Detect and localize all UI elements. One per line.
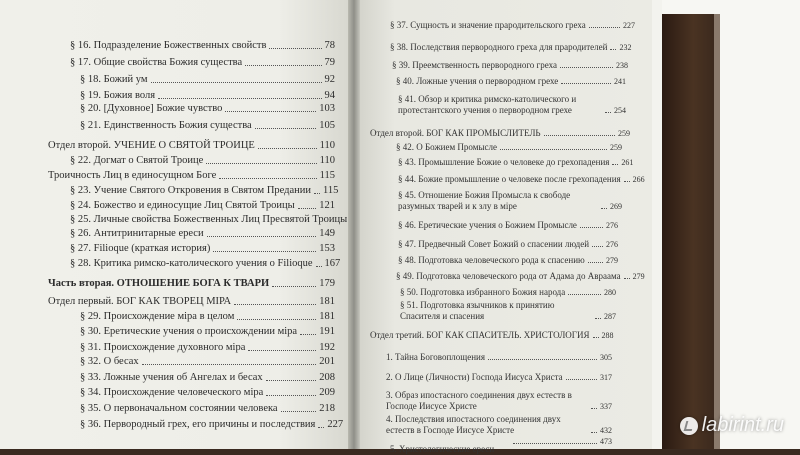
- toc-entry-title: § 41. Обзор и критика римско-католического и протестантского учения о первородном грехе: [398, 94, 577, 115]
- book-cover-area: [662, 0, 800, 449]
- toc-dot-leader: [318, 427, 324, 428]
- toc-dot-leader: [580, 227, 603, 228]
- toc-entry-title: Отдел третий. БОГ КАК СПАСИТЕЛЬ. ХРИСТОЛОГИЯ: [370, 330, 590, 340]
- toc-entry-title: § 46. Еретические учения о Божием Промысле: [398, 220, 577, 230]
- toc-entry-page: 276: [606, 240, 618, 249]
- toc-entry: [396, 142, 622, 153]
- toc-entry: [48, 278, 335, 290]
- toc-entry: [70, 185, 339, 197]
- toc-entry-page: 115: [323, 185, 339, 196]
- toc-entry-title: § 26. Антитринитарные ереси: [70, 228, 204, 239]
- toc-entry-page: 241: [614, 77, 626, 86]
- toc-dot-leader: [601, 208, 607, 209]
- page-edge: [652, 0, 662, 449]
- toc-entry-title: § 45. Отношение Божия Промысла к свободе разумных тварей и к злу в мiре: [398, 190, 571, 211]
- toc-entry-title: § 42. О Божием Промысле: [396, 142, 497, 152]
- toc-entry-title: § 35. О первоначальном состоянии человека: [80, 403, 278, 414]
- toc-entry-page: 209: [319, 387, 335, 398]
- toc-entry: [396, 271, 645, 282]
- toc-dot-leader: [206, 163, 316, 164]
- toc-entry: [80, 342, 335, 354]
- toc-entry: [398, 255, 618, 266]
- toc-dot-leader: [207, 236, 317, 237]
- toc-entry-title: § 16. Подразделение Божественных свойств: [70, 40, 267, 51]
- toc-entry-title: 1. Тайна Боговоплощения: [386, 352, 485, 362]
- book-gutter: [348, 0, 360, 449]
- toc-entry-title: § 48. Подготовка человеческого рода к спасению: [398, 255, 585, 265]
- toc-entry-title: § 29. Происхождение мiра в целом: [80, 311, 235, 322]
- toc-entry: [398, 220, 618, 231]
- toc-entry-title: § 36. Первородный грех, его причины и последствия: [80, 419, 316, 430]
- toc-entry-page: 181: [319, 296, 335, 307]
- toc-entry: [390, 42, 630, 53]
- book-cover-board: [662, 14, 714, 449]
- toc-entry: [80, 311, 335, 323]
- toc-entry: [390, 444, 610, 455]
- watermark-text: labirint.ru: [701, 414, 784, 436]
- toc-entry-title: § 49. Подготовка человеческого рода от Адама до Авраама: [396, 271, 621, 281]
- toc-entry: [80, 403, 335, 415]
- toc-entry-page: 280: [604, 288, 616, 297]
- toc-entry-page: 254: [614, 106, 626, 115]
- toc-entry: [370, 330, 612, 341]
- toc-dot-leader: [213, 251, 316, 252]
- toc-entry: [70, 228, 335, 240]
- toc-entry-title: 5. Христологические ереси: [390, 444, 495, 454]
- toc-entry-title: § 19. Божия воля: [80, 90, 156, 101]
- toc-entry-page: 288: [601, 331, 614, 340]
- toc-dot-leader: [560, 67, 613, 68]
- toc-entry: [80, 387, 335, 399]
- toc-entry-title: Троичность Лиц в единосущном Боге: [48, 170, 217, 181]
- toc-entry-page: 105: [319, 120, 335, 131]
- toc-dot-leader: [592, 246, 603, 247]
- toc-entry-title: Отдел первый. БОГ КАК ТВОРЕЦ МIРА: [48, 296, 232, 307]
- toc-dot-leader: [588, 262, 603, 263]
- toc-dot-leader: [248, 350, 316, 351]
- toc-entry-page: 115: [319, 170, 335, 181]
- toc-entry-title: Отдел второй. БОГ КАК ПРОМЫСЛИТЕЛЬ: [370, 128, 541, 138]
- toc-entry-title: § 51. Подготовка язычников к принятию Спасителя и спасения: [400, 300, 555, 321]
- toc-entry-title: 2. О Лице (Личности) Господа Иисуса Христа: [386, 372, 563, 382]
- toc-entry-page: 276: [606, 221, 618, 230]
- toc-entry: [386, 414, 612, 436]
- toc-entry: [390, 20, 635, 31]
- toc-entry-page: 149: [319, 228, 335, 239]
- watermark: [680, 414, 784, 437]
- toc-entry: [80, 372, 335, 384]
- toc-entry-title: § 20. [Духовное] Божие чувство: [80, 103, 223, 114]
- toc-entry: [48, 170, 335, 182]
- toc-entry-page: 317: [600, 373, 612, 382]
- toc-entry-page: 279: [632, 272, 645, 281]
- toc-entry: [80, 120, 335, 132]
- toc-entry-page: 269: [610, 202, 622, 211]
- toc-entry-page: 218: [319, 403, 335, 414]
- toc-dot-leader: [255, 128, 317, 129]
- left-page: [0, 0, 348, 449]
- toc-entry-title: § 18. Божий ум: [80, 74, 148, 85]
- toc-entry-page: 305: [600, 353, 612, 362]
- toc-dot-leader: [610, 49, 616, 50]
- toc-entry-page: 238: [616, 61, 628, 70]
- toc-entry-page: 192: [319, 342, 335, 353]
- toc-dot-leader: [624, 181, 630, 182]
- toc-dot-leader: [151, 82, 322, 83]
- toc-dot-leader: [595, 318, 601, 319]
- toc-dot-leader: [568, 294, 601, 295]
- toc-dot-leader: [300, 334, 316, 335]
- toc-entry-title: § 32. О бесах: [80, 356, 139, 367]
- toc-entry: [386, 352, 612, 363]
- toc-entry: [386, 390, 612, 412]
- toc-entry: [398, 94, 626, 116]
- toc-entry-title: 4. Последствия ипостасного соединения двух естеств в Господе Иисусе Христе: [386, 414, 561, 435]
- toc-dot-leader: [245, 65, 321, 66]
- toc-entry-page: 181: [319, 311, 335, 322]
- toc-entry-title: § 17. Общие свойства Божия существа: [70, 57, 243, 68]
- toc-entry: [396, 76, 626, 87]
- toc-entry-title: § 31. Происхождение духовного мiра: [80, 342, 246, 353]
- toc-entry-page: 103: [319, 103, 335, 114]
- toc-entry: [398, 239, 618, 250]
- toc-entry-page: 79: [324, 57, 335, 68]
- toc-dot-leader: [281, 411, 317, 412]
- toc-entry-title: § 44. Божие промышление о человеке после грехопадения: [398, 174, 621, 184]
- toc-entry-title: § 50. Подготовка избранного Божия народа: [400, 287, 566, 297]
- toc-entry-page: 78: [324, 40, 335, 51]
- toc-entry: [370, 128, 630, 139]
- toc-entry-title: § 47. Предвечный Совет Божий о спасении людей: [398, 239, 590, 249]
- toc-dot-leader: [314, 193, 320, 194]
- toc-entry-page: 208: [319, 372, 335, 383]
- toc-entry: [48, 296, 335, 308]
- toc-entry-page: 259: [610, 143, 622, 152]
- toc-dot-leader: [316, 266, 322, 267]
- toc-entry: [80, 103, 335, 115]
- toc-entry-page: 227: [327, 419, 344, 430]
- toc-entry-page: 110: [319, 140, 335, 151]
- toc-entry-title: § 33. Ложные учения об Ангелах и бесах: [80, 372, 263, 383]
- toc-entry-title: Отдел второй. УЧЕНИЕ О СВЯТОЙ ТРОИЦЕ: [48, 140, 255, 151]
- toc-entry-page: 110: [319, 155, 335, 166]
- toc-entry: [70, 40, 335, 52]
- toc-dot-leader: [561, 83, 611, 84]
- toc-entry-page: 167: [324, 258, 341, 269]
- toc-dot-leader: [266, 395, 316, 396]
- left-toc: [0, 0, 348, 449]
- toc-dot-leader: [269, 48, 321, 49]
- toc-entry: [70, 243, 335, 255]
- toc-entry: [386, 372, 612, 383]
- toc-dot-leader: [258, 148, 317, 149]
- toc-dot-leader: [500, 149, 607, 150]
- toc-dot-leader: [612, 164, 618, 165]
- toc-entry-title: § 24. Божество и единосущие Лиц Святой Троицы: [70, 200, 295, 211]
- toc-entry-page: 287: [604, 312, 616, 321]
- toc-entry: [80, 74, 335, 86]
- toc-entry-page: 153: [319, 243, 335, 254]
- toc-entry-page: 261: [621, 158, 634, 167]
- toc-dot-leader: [142, 364, 317, 365]
- toc-entry: [80, 90, 335, 102]
- toc-entry-title: Часть вторая. ОТНОШЕНИЕ БОГА К ТВАРИ: [48, 278, 270, 289]
- toc-entry-page: 121: [319, 200, 335, 211]
- labirint-logo-icon: [680, 417, 698, 435]
- toc-dot-leader: [593, 337, 599, 338]
- toc-entry-page: 432: [600, 426, 612, 435]
- toc-dot-leader: [544, 135, 615, 136]
- toc-entry: [80, 356, 335, 368]
- toc-entry: [80, 326, 335, 338]
- toc-entry: [398, 190, 622, 212]
- toc-entry-page: 191: [319, 326, 335, 337]
- toc-entry-page: 201: [319, 356, 335, 367]
- right-toc: [360, 0, 652, 454]
- toc-entry-title: § 43. Промышление Божие о человеке до грехопадения: [398, 157, 610, 167]
- toc-entry-title: 3. Образ ипостасного соединения двух естеств в Господе Иисусе Христе: [386, 390, 572, 411]
- toc-entry: [70, 200, 335, 212]
- toc-entry-title: § 27. Filioque (краткая история): [70, 243, 211, 254]
- toc-entry-title: § 38. Последствия первородного греха для прародителей: [390, 42, 608, 52]
- toc-entry-page: 92: [324, 74, 335, 85]
- toc-entry-title: § 37. Сущность и значение прародительского греха: [390, 20, 586, 30]
- toc-dot-leader: [272, 286, 316, 287]
- toc-entry-page: 266: [632, 175, 645, 184]
- toc-entry-page: 227: [623, 21, 635, 30]
- toc-entry-title: § 28. Критика римско-католического учения о Filioque: [70, 258, 313, 269]
- toc-entry-page: 232: [619, 43, 632, 52]
- toc-entry: [48, 140, 335, 152]
- toc-entry-title: § 30. Еретические учения о происхождении мiра: [80, 326, 298, 337]
- toc-dot-leader: [605, 112, 611, 113]
- toc-dot-leader: [591, 408, 597, 409]
- book-cover-rim: [714, 14, 720, 449]
- toc-entry-page: 94: [324, 90, 335, 101]
- toc-entry-title: § 21. Единственность Божия существа: [80, 120, 252, 131]
- toc-entry-page: 259: [618, 129, 630, 138]
- toc-entry-page: 473: [600, 437, 612, 446]
- toc-entry: [400, 300, 616, 322]
- toc-entry: [70, 214, 348, 226]
- toc-entry-page: 279: [606, 256, 618, 265]
- toc-entry-page: 337: [600, 402, 612, 411]
- toc-dot-leader: [591, 432, 597, 433]
- toc-dot-leader: [266, 380, 317, 381]
- toc-dot-leader: [219, 178, 316, 179]
- toc-entry-title: § 39. Преемственность первородного греха: [392, 60, 557, 70]
- toc-dot-leader: [298, 208, 317, 209]
- toc-dot-leader: [158, 98, 321, 99]
- toc-entry-title: § 25. Личные свойства Божественных Лиц Пресвятой Троицы: [70, 214, 348, 225]
- toc-entry: [70, 155, 335, 167]
- toc-entry-title: § 22. Догмат о Святой Троице: [70, 155, 204, 166]
- toc-entry-page: 179: [319, 278, 335, 289]
- toc-entry-title: § 23. Учение Святого Откровения в Святом Предании: [70, 185, 312, 196]
- toc-entry-title: § 40. Ложные учения о первородном грехе: [396, 76, 559, 86]
- toc-entry: [400, 287, 616, 298]
- toc-dot-leader: [488, 359, 597, 360]
- toc-dot-leader: [624, 278, 630, 279]
- toc-entry: [70, 57, 335, 69]
- toc-entry: [70, 258, 341, 270]
- toc-dot-leader: [234, 304, 316, 305]
- toc-entry: [398, 157, 634, 168]
- toc-entry: [398, 174, 645, 185]
- toc-dot-leader: [237, 319, 316, 320]
- toc-entry: [392, 60, 628, 71]
- right-page: [360, 0, 652, 454]
- toc-dot-leader: [589, 27, 620, 28]
- toc-dot-leader: [225, 111, 316, 112]
- toc-entry: [80, 419, 344, 431]
- toc-entry-title: § 34. Происхождение человеческого мiра: [80, 387, 264, 398]
- toc-dot-leader: [566, 379, 597, 380]
